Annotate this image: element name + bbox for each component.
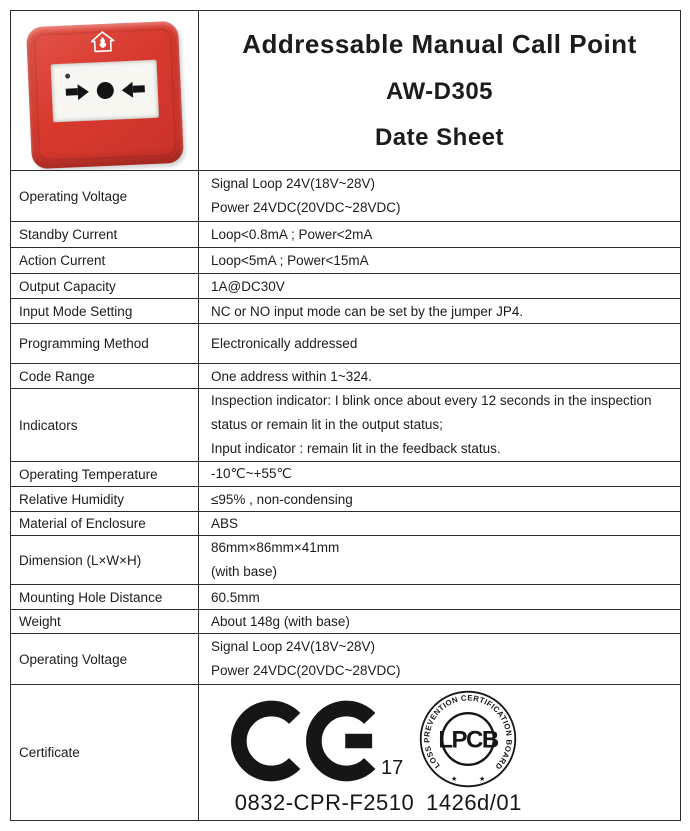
spec-value-line: Signal Loop 24V(18V~28V)	[211, 639, 375, 654]
call-point-photo	[25, 20, 183, 168]
arrow-right-icon	[64, 83, 88, 100]
row-operating-voltage	[11, 171, 681, 222]
row-weight	[11, 610, 681, 634]
model-number: AW-D305	[385, 78, 494, 105]
row-dimension	[11, 536, 681, 585]
spec-value	[199, 171, 681, 222]
row-standby-current	[11, 222, 681, 248]
ce-notified-body-year: 17	[381, 757, 404, 779]
row-programming-method	[11, 324, 681, 364]
spec-value	[199, 299, 681, 324]
spec-value	[199, 364, 681, 389]
spec-value-line: Loop<5mA ; Power<15mA	[211, 253, 369, 268]
spec-label: Material of Enclosure	[11, 512, 199, 536]
spec-value	[199, 536, 681, 585]
spec-value-line: About 148g (with base)	[211, 614, 350, 629]
header-row	[11, 11, 681, 171]
frangible-panel	[50, 59, 158, 122]
row-material-of-enclosure	[11, 512, 681, 536]
press-here-arrows	[51, 79, 158, 101]
spec-label: Output Capacity	[11, 274, 199, 299]
spec-value-line: Input indicator : remain lit in the feedback status.	[211, 441, 501, 456]
spec-value-line: 86mm×86mm×41mm	[211, 540, 340, 555]
spec-value	[199, 634, 681, 685]
spec-label: Input Mode Setting	[11, 299, 199, 324]
spec-label: Standby Current	[11, 222, 199, 248]
spec-value	[199, 585, 681, 610]
page-title: Addressable Manual Call Point	[242, 29, 637, 60]
lpcb-certificate-number: 1426d/01	[426, 790, 522, 815]
spec-label: Certificate	[11, 685, 199, 821]
spec-value-line: Signal Loop 24V(18V~28V)	[211, 176, 375, 191]
spec-value	[199, 324, 681, 364]
spec-value-line: Electronically addressed	[211, 336, 358, 351]
spec-value-line: (with base)	[211, 564, 278, 579]
spec-value-line: Loop<0.8mA ; Power<2mA	[211, 227, 373, 242]
spec-table	[10, 10, 681, 821]
doc-subtitle: Date Sheet	[374, 123, 505, 151]
spec-value-line: status or remain lit in the output status;	[211, 417, 443, 432]
spec-label: Operating Voltage	[11, 634, 199, 685]
row-indicators	[11, 389, 681, 462]
title-cell	[199, 11, 681, 171]
spec-value	[199, 222, 681, 248]
spec-label: Code Range	[11, 364, 199, 389]
product-image-cell	[11, 11, 199, 171]
svg-text:★: ★	[479, 776, 486, 783]
spec-value	[199, 512, 681, 536]
ce-certificate-number: 0832-CPR-F2510	[234, 790, 415, 815]
spec-label: Operating Voltage	[11, 171, 199, 222]
row-operating-voltage-2	[11, 634, 681, 685]
svg-text:★: ★	[451, 776, 458, 783]
spec-value-line: NC or NO input mode can be set by the jumper JP4.	[211, 303, 524, 319]
lpcb-ring-text: LOSS PREVENTION CERTIFICATION BOARD	[422, 693, 514, 772]
call-point-body	[25, 20, 183, 168]
spec-value	[199, 610, 681, 634]
certificate-cell	[199, 685, 681, 821]
spec-value	[199, 274, 681, 299]
spec-value	[199, 389, 681, 462]
press-point-dot	[95, 81, 113, 99]
spec-value-line: -10℃~+55℃	[211, 466, 292, 481]
spec-value-line: One address within 1~324.	[211, 368, 372, 384]
lpcb-logo	[418, 689, 518, 789]
spec-value-line: 60.5mm	[211, 589, 260, 605]
spec-value-line: Inspection indicator: I blink once about every 12 seconds in the inspection	[211, 393, 652, 408]
led-indicator-dot	[65, 73, 70, 78]
spec-value-line: ≤95% , non-condensing	[211, 491, 353, 507]
spec-value-line: 1A@DC30V	[211, 278, 285, 294]
arrow-left-icon	[120, 80, 144, 97]
spec-value-line: Power 24VDC(20VDC~28VDC)	[211, 200, 401, 215]
spec-value	[199, 487, 681, 512]
lpcb-center-text: LPCB	[438, 726, 498, 754]
row-operating-temperature	[11, 462, 681, 487]
spec-label: Relative Humidity	[11, 487, 199, 512]
fire-house-icon	[89, 29, 116, 54]
spec-label: Indicators	[11, 389, 199, 462]
spec-label: Dimension (L×W×H)	[11, 536, 199, 585]
row-action-current	[11, 248, 681, 274]
row-relative-humidity	[11, 487, 681, 512]
ce-mark-logo	[231, 695, 406, 787]
spec-value-line: ABS	[211, 516, 239, 531]
spec-label: Programming Method	[11, 324, 199, 364]
spec-label: Mounting Hole Distance	[11, 585, 199, 610]
row-certificate	[11, 685, 681, 821]
row-input-mode-setting	[11, 299, 681, 324]
row-code-range	[11, 364, 681, 389]
spec-value	[199, 462, 681, 487]
row-mounting-hole-distance	[11, 585, 681, 610]
spec-label: Action Current	[11, 248, 199, 274]
spec-label: Weight	[11, 610, 199, 634]
spec-label: Operating Temperature	[11, 462, 199, 487]
spec-value	[199, 248, 681, 274]
row-output-capacity	[11, 274, 681, 299]
spec-value-line: Power 24VDC(20VDC~28VDC)	[211, 663, 401, 678]
